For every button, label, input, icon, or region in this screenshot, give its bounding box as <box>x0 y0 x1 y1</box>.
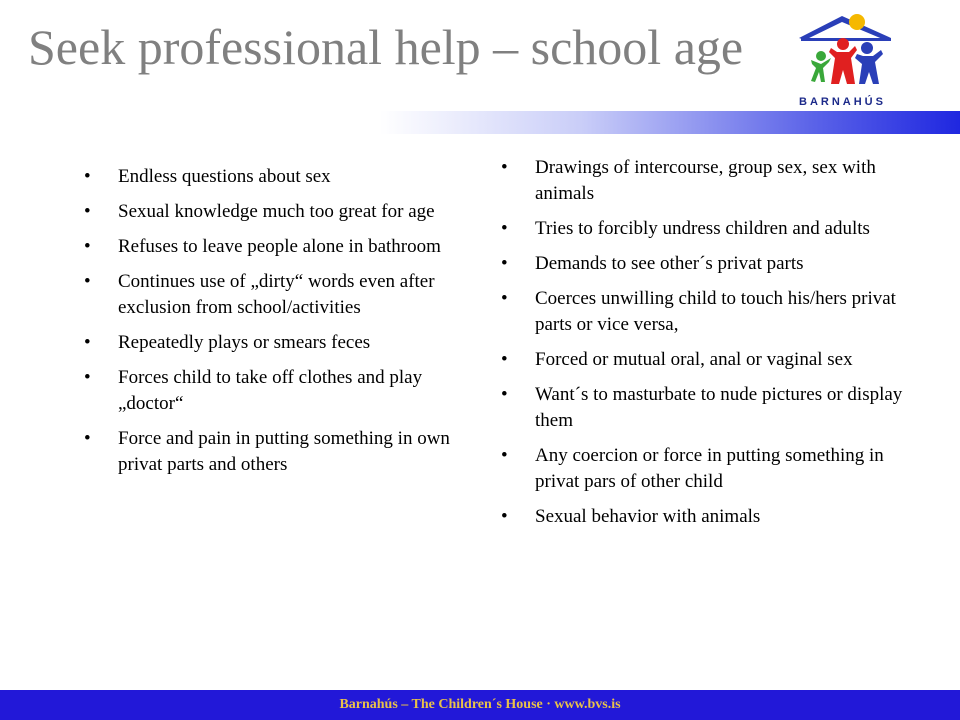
list-item: • Any coercion or force in putting something in privat pars of other child <box>497 443 907 495</box>
list-item: • Coerces unwilling child to touch his/hers privat parts or vice versa, <box>497 286 907 338</box>
list-item: • Refuses to leave people alone in bathroom <box>80 234 470 260</box>
barnahus-logo-icon <box>785 10 900 96</box>
list-item: • Force and pain in putting something in own privat parts and others <box>80 426 470 478</box>
list-item: • Forces child to take off clothes and play „doctor“ <box>80 365 470 417</box>
list-item: • Continues use of „dirty“ words even after exclusion from school/activities <box>80 269 470 321</box>
list-item: • Repeatedly plays or smears feces <box>80 330 470 356</box>
right-bullet-list <box>497 155 907 539</box>
list-item: • Forced or mutual oral, anal or vaginal sex <box>497 347 907 373</box>
slide-title: Seek professional help – school age <box>28 19 744 75</box>
logo-text: BARNAHÚS <box>799 96 886 108</box>
list-item: • Sexual knowledge much too great for age <box>80 199 470 225</box>
list-item: • Endless questions about sex <box>80 164 470 190</box>
list-item: • Drawings of intercourse, group sex, sex with animals <box>497 155 907 207</box>
list-item: • Want´s to masturbate to nude pictures or display them <box>497 382 907 434</box>
list-item: • Demands to see other´s privat parts <box>497 251 907 277</box>
footer-bar: Barnahús – The Children´s House · www.bvs.is <box>0 690 960 720</box>
list-item: • Tries to forcibly undress children and adults <box>497 216 907 242</box>
list-item: • Sexual behavior with animals <box>497 504 907 530</box>
header-gradient-bar <box>380 111 960 134</box>
left-bullet-list <box>80 164 470 487</box>
barnahus-logo <box>785 10 900 110</box>
